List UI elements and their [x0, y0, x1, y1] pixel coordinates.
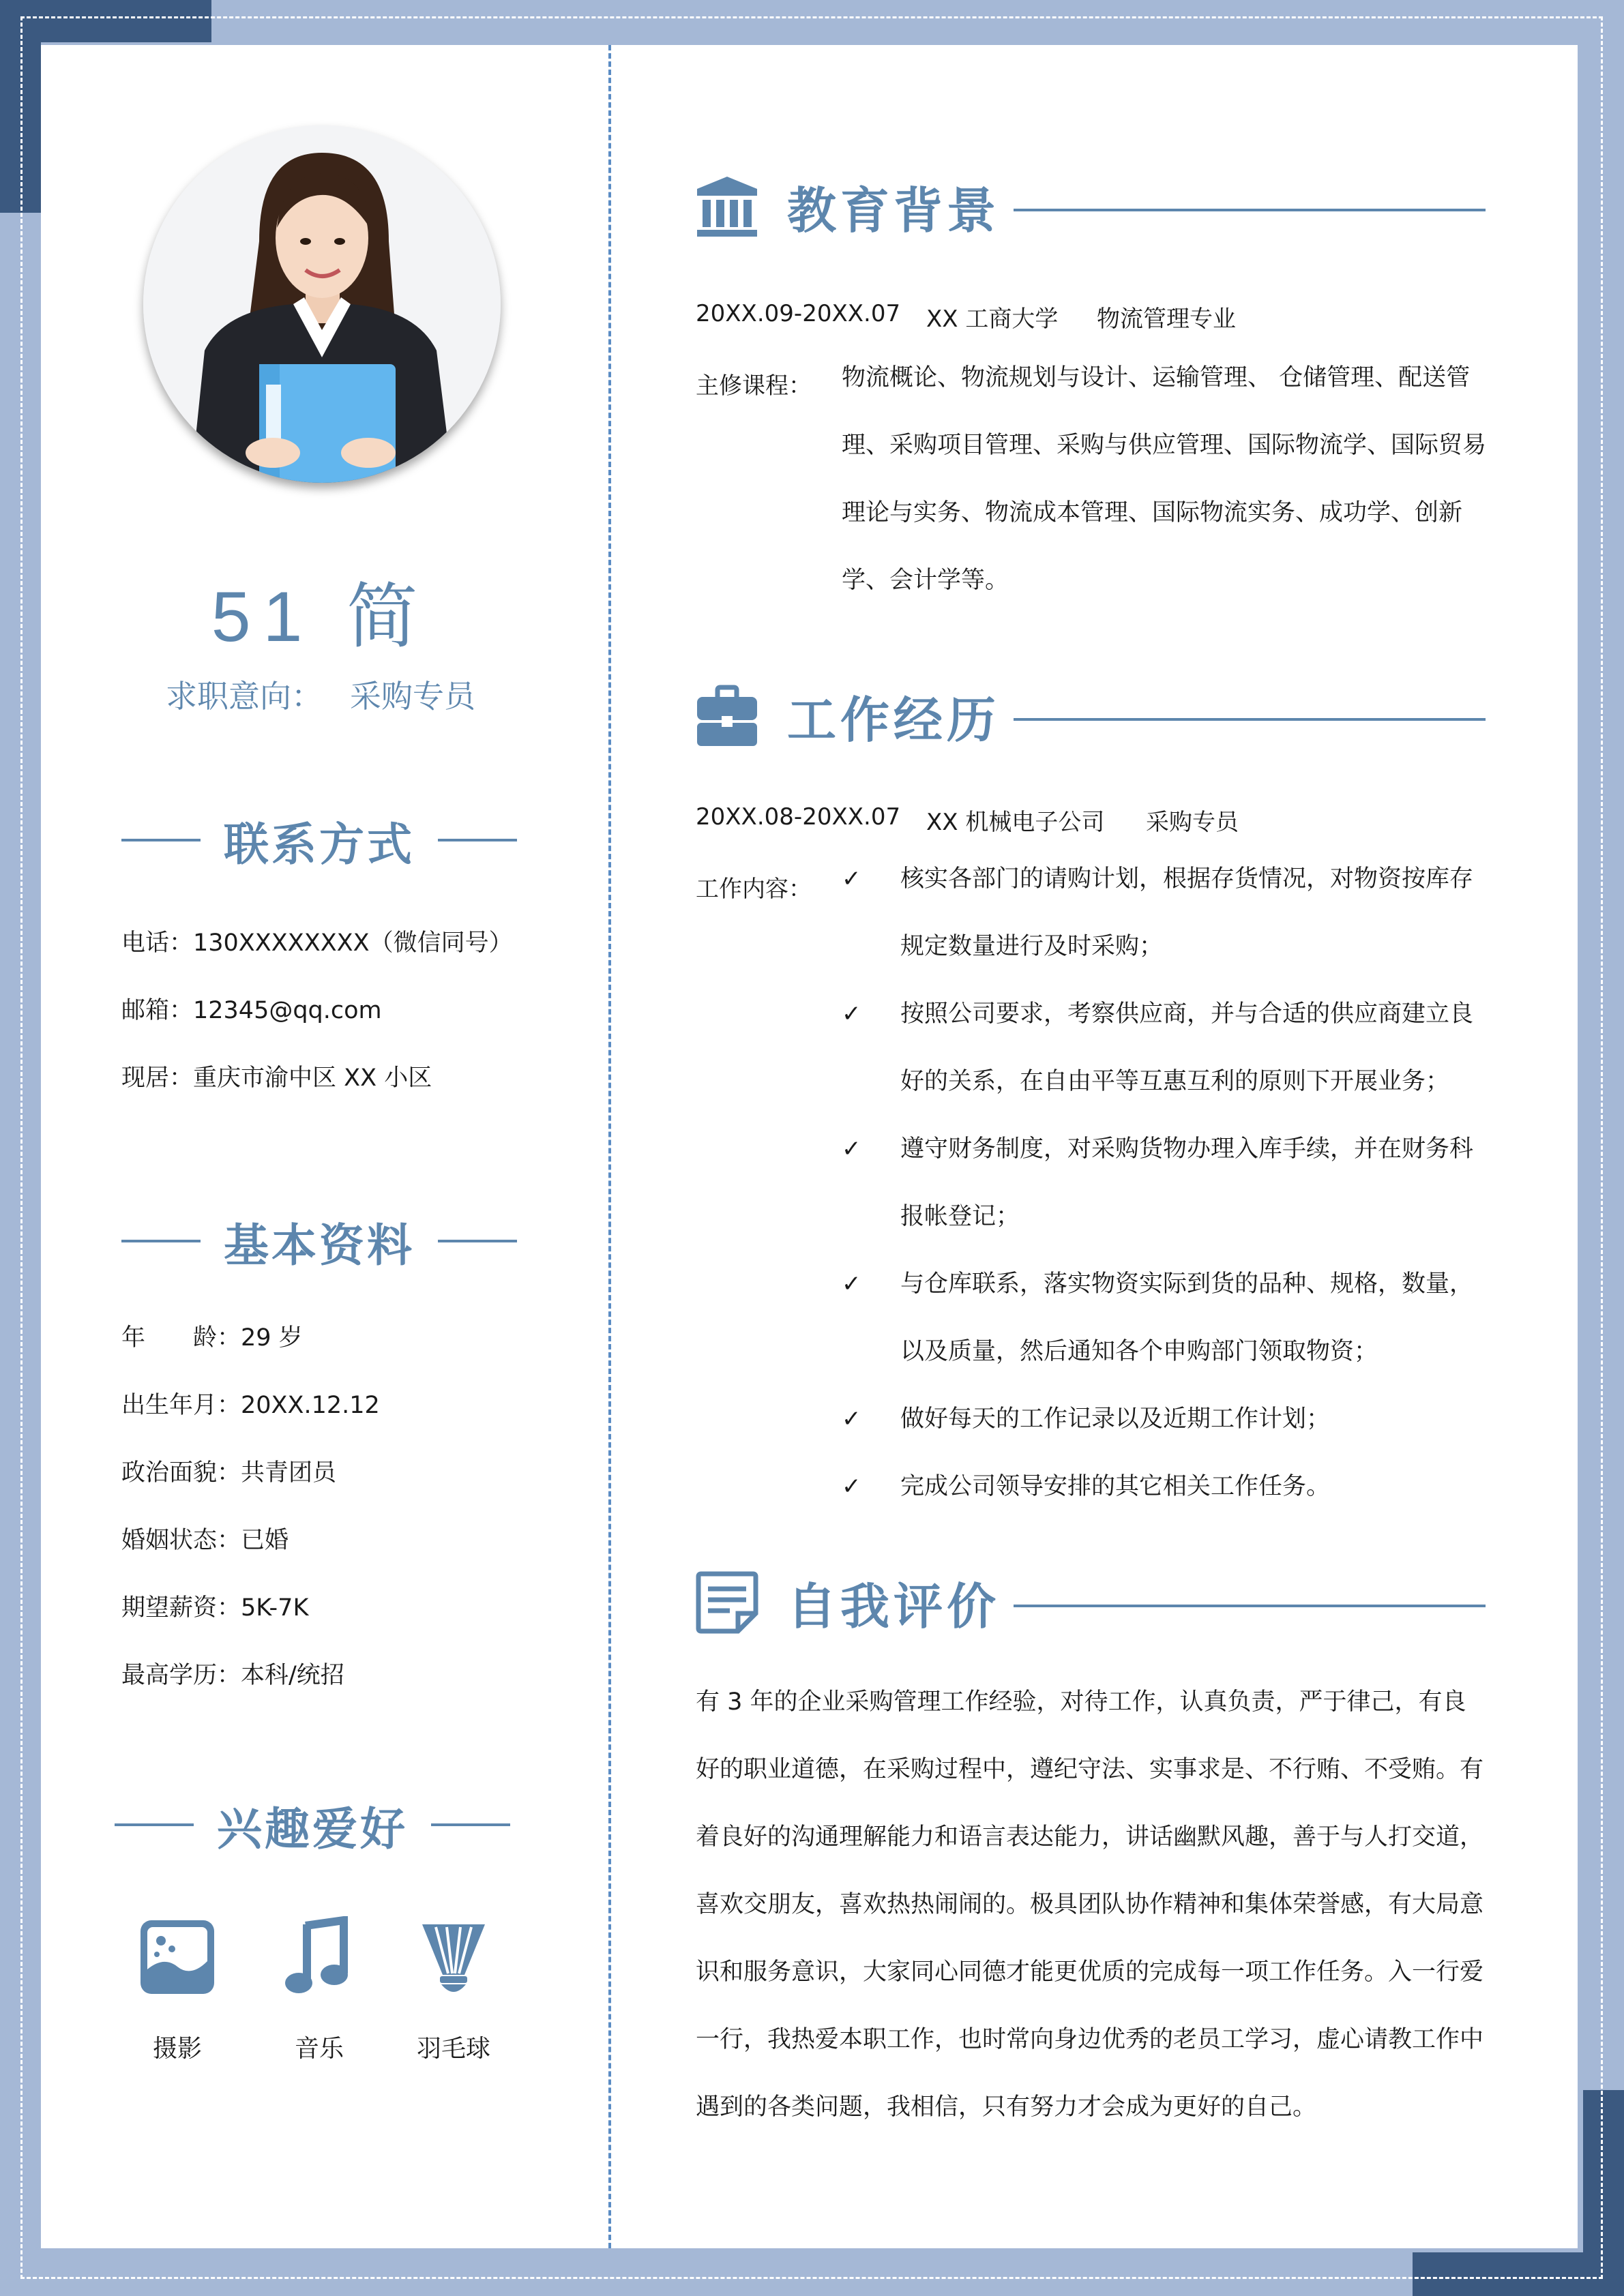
self-eval-text: 有 3 年的企业采购管理工作经验，对待工作，认真负责，严于律己，有良好的职业道德，在采购过程中，遵纪守法、实事求是、不行贿、不受贿。有着良好的沟通理解能力和语言表达能力，讲话幽默风趣，善于与人打交道，喜欢交朋友，喜欢热热闹闹的。极具团队协作精神和集体荣誉感，有大局意识和服务意识，大家同心同德才能更优质的完成每一项工作任务。入一行爱一行，我热爱本职工作，也时常向身边优秀的老员工学习，虚心请教工作中遇到的各类问题，我相信，只有努力才会成为更好的自己。 [696, 1688, 1484, 2121]
avatar [143, 125, 501, 483]
basic-title: 基本资料 [224, 1219, 415, 1272]
basic-heading [121, 1214, 517, 1272]
contact-heading [121, 813, 517, 871]
courses-label: 主修课程： [696, 372, 812, 400]
photo-icon [136, 1916, 218, 1998]
candidate-name: 51 简 [211, 578, 430, 657]
check-icon: ✓ [842, 1000, 861, 1028]
document-icon [694, 1570, 760, 1635]
hobby-label: 摄影 [152, 2035, 202, 2063]
institution-icon [694, 174, 760, 239]
contact-address: 现居：重庆市渝中区 XX 小区 [121, 1064, 432, 1092]
contact-email: 邮箱：12345@qq.com [121, 997, 382, 1024]
basic-age: 年 龄：29 岁 [121, 1324, 303, 1352]
basic-marital: 婚姻状态：已婚 [121, 1527, 289, 1554]
contact-title: 联系方式 [224, 818, 415, 871]
check-icon: ✓ [842, 1473, 861, 1497]
briefcase-icon [694, 683, 760, 749]
job-intent-value: 采购专员 [350, 678, 475, 715]
work-position: 采购专员 [1146, 809, 1239, 836]
work-title: 工作经历 [787, 691, 1001, 749]
column-divider [608, 45, 611, 2248]
basic-politics: 政治面貌：共青团员 [121, 1459, 337, 1487]
check-icon: ✓ [842, 1270, 861, 1298]
check-icon: ✓ [842, 1135, 861, 1163]
list-item: ✓ 做好每天的工作记录以及近期工作计划； [839, 1386, 1490, 1453]
work-heading [694, 679, 1486, 754]
list-item: ✓ 与仓库联系，落实物资实际到货的品种、规格，数量，以及质量，然后通知各个申购部门领取物资； [839, 1251, 1490, 1386]
corner-accent [1413, 2252, 1624, 2296]
music-note-icon [278, 1916, 360, 1998]
basic-degree: 最高学历：本科/统招 [121, 1662, 344, 1689]
hobby-title: 兴趣爱好 [217, 1802, 408, 1855]
check-icon: ✓ [842, 1405, 861, 1433]
hobby-photography [123, 1916, 232, 2064]
education-title: 教育背景 [787, 182, 1001, 239]
hobby-music [265, 1916, 374, 2064]
self-eval-heading [694, 1565, 1486, 1640]
hobby-label: 羽毛球 [416, 2035, 490, 2063]
basic-birth: 出生年月：20XX.12.12 [121, 1392, 380, 1419]
courses-text: 物流概论、物流规划与设计、运输管理、 仓储管理、配送管理、采购项目管理、采购与供应管理、国际物流学、国际贸易理论与实务、物流成本管理、国际物流实务、成功学、创新学、会计学等。 [842, 364, 1487, 594]
education-school: XX 工商大学 [926, 305, 1059, 333]
education-major: 物流管理专业 [1097, 305, 1236, 333]
list-item: ✓ 核实各部门的请购计划，根据存货情况，对物资按库存规定数量进行及时采购； [839, 846, 1490, 981]
work-company: XX 机械电子公司 [926, 809, 1105, 836]
contact-phone: 电话：130XXXXXXXX（微信同号） [121, 929, 513, 957]
job-intent [116, 672, 525, 717]
list-item: ✓ 遵守财务制度，对采购货物办理入库手续，并在财务科报帐登记； [839, 1116, 1490, 1251]
corner-accent [0, 0, 211, 42]
shuttlecock-icon [413, 1916, 494, 1998]
work-content-label: 工作内容： [696, 876, 812, 903]
work-period: 20XX.08-20XX.07 [696, 803, 901, 831]
hobby-badminton [399, 1916, 508, 2064]
check-icon: ✓ [842, 865, 861, 893]
hobby-label: 音乐 [294, 2035, 344, 2063]
education-heading [694, 169, 1486, 244]
education-period: 20XX.09-20XX.07 [696, 300, 901, 327]
work-duties-list [839, 846, 1494, 1497]
list-item: ✓ 按照公司要求，考察供应商，并与合适的供应商建立良好的关系，在自由平等互惠互利的原则下开展业务； [839, 981, 1490, 1116]
hobby-heading [115, 1798, 510, 1855]
basic-salary: 期望薪资：5K-7K [121, 1594, 309, 1622]
list-item: ✓ 完成公司领导安排的其它相关工作任务。 [839, 1453, 1490, 1497]
job-intent-label: 求职意向： [166, 678, 323, 715]
self-eval-title: 自我评价 [787, 1578, 1001, 1635]
